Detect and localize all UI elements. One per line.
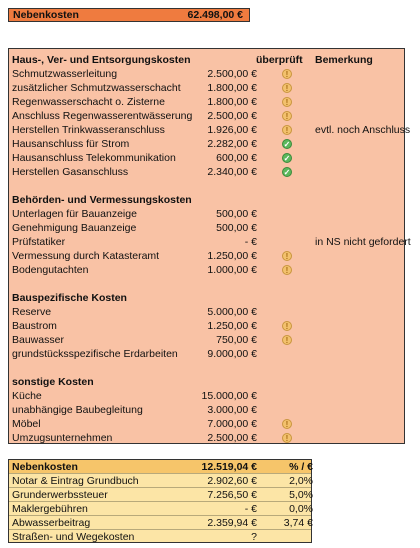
summary-amount: 7.256,50 € bbox=[207, 489, 257, 501]
warning-icon bbox=[282, 97, 292, 107]
column-header-checked: überprüft bbox=[256, 54, 303, 66]
cost-label: Schmutzwasserleitung bbox=[12, 68, 118, 80]
cost-label: Regenwasserschacht o. Zisterne bbox=[12, 96, 165, 108]
section-title: Haus-, Ver- und Entsorgungskosten bbox=[12, 54, 191, 66]
section-title: Behörden- und Vermessungskosten bbox=[12, 194, 192, 206]
section-title: sonstige Kosten bbox=[12, 376, 94, 388]
cost-amount: 5.000,00 € bbox=[207, 306, 257, 318]
cost-row bbox=[9, 319, 404, 333]
cost-row bbox=[9, 151, 404, 165]
cost-label: grundstücksspezifische Erdarbeiten bbox=[12, 348, 178, 360]
cost-amount: 9.000,00 € bbox=[207, 348, 257, 360]
cost-amount: 2.500,00 € bbox=[207, 432, 257, 444]
cost-remark: in NS nicht gefordert bbox=[315, 236, 411, 248]
summary-pct: 0,0% bbox=[289, 503, 313, 515]
cost-amount: 500,00 € bbox=[216, 222, 257, 234]
summary-panel bbox=[8, 459, 312, 543]
cost-remark: evtl. noch Anschluss bbox=[315, 124, 411, 136]
cost-label: Unterlagen für Bauanzeige bbox=[12, 208, 137, 220]
cost-label: Prüfstatiker bbox=[12, 236, 66, 248]
cost-row bbox=[9, 207, 404, 221]
cost-label: Anschluss Regenwasserentwässerung bbox=[12, 110, 193, 122]
warning-icon bbox=[282, 433, 292, 443]
cost-amount: 1.926,00 € bbox=[207, 124, 257, 136]
cost-row bbox=[9, 221, 404, 235]
summary-amount: - € bbox=[244, 503, 257, 515]
total-label: Nebenkosten bbox=[13, 9, 79, 21]
summary-row bbox=[9, 502, 311, 516]
cost-row bbox=[9, 137, 404, 151]
cost-row bbox=[9, 431, 404, 445]
warning-icon bbox=[282, 83, 292, 93]
cost-label: Hausanschluss Telekommunikation bbox=[12, 152, 176, 164]
summary-label: Nebenkosten bbox=[12, 461, 78, 473]
cost-amount: 7.000,00 € bbox=[207, 418, 257, 430]
cost-amount: 600,00 € bbox=[216, 152, 257, 164]
check-icon bbox=[282, 167, 292, 177]
cost-row bbox=[9, 235, 411, 249]
cost-row bbox=[9, 165, 404, 179]
summary-amount: 2.902,60 € bbox=[207, 475, 257, 487]
cost-row bbox=[9, 81, 404, 95]
cost-label: Vermessung durch Katasteramt bbox=[12, 250, 160, 262]
summary-pct: 3,74 € bbox=[283, 517, 313, 529]
cost-row bbox=[9, 389, 404, 403]
section-heading bbox=[9, 53, 404, 67]
cost-amount: 500,00 € bbox=[216, 208, 257, 220]
cost-row bbox=[9, 249, 404, 263]
total-header-bar bbox=[8, 8, 250, 22]
summary-amount: ? bbox=[251, 531, 257, 543]
cost-label: Bauwasser bbox=[12, 334, 64, 346]
warning-icon bbox=[282, 111, 292, 121]
warning-icon bbox=[282, 69, 292, 79]
cost-label: Baustrom bbox=[12, 320, 57, 332]
cost-amount: 1.250,00 € bbox=[207, 320, 257, 332]
cost-label: unabhängige Baubegleitung bbox=[12, 404, 143, 416]
section-title: Bauspezifische Kosten bbox=[12, 292, 127, 304]
summary-amount: 2.359,94 € bbox=[207, 517, 257, 529]
warning-icon bbox=[282, 251, 292, 261]
summary-label: Notar & Eintrag Grundbuch bbox=[12, 475, 139, 487]
cost-amount: 1.000,00 € bbox=[207, 264, 257, 276]
warning-icon bbox=[282, 265, 292, 275]
cost-row bbox=[9, 109, 404, 123]
cost-label: Umzugsunternehmen bbox=[12, 432, 113, 444]
cost-label: Genehmigung Bauanzeige bbox=[12, 222, 137, 234]
cost-label: Möbel bbox=[12, 418, 41, 430]
cost-breakdown-panel bbox=[8, 48, 411, 444]
summary-row bbox=[9, 488, 311, 502]
cost-row bbox=[9, 305, 404, 319]
section-heading bbox=[9, 291, 404, 305]
cost-row bbox=[9, 95, 404, 109]
summary-value: 12.519,04 € bbox=[201, 461, 257, 473]
cost-amount: 1.800,00 € bbox=[207, 96, 257, 108]
cost-row bbox=[9, 263, 404, 277]
check-icon bbox=[282, 139, 292, 149]
summary-label: Abwasserbeitrag bbox=[12, 517, 91, 529]
cost-amount: 2.282,00 € bbox=[207, 138, 257, 150]
cost-row bbox=[9, 67, 404, 81]
warning-icon bbox=[282, 125, 292, 135]
summary-pct: 2,0% bbox=[289, 475, 313, 487]
cost-label: Herstellen Trinkwasseranschluss bbox=[12, 124, 165, 136]
cost-amount: 750,00 € bbox=[216, 334, 257, 346]
cost-amount: 2.500,00 € bbox=[207, 110, 257, 122]
cost-label: Hausanschluss für Strom bbox=[12, 138, 130, 150]
summary-pct-header: % / € bbox=[289, 461, 313, 473]
cost-amount: - € bbox=[244, 236, 257, 248]
cost-amount: 15.000,00 € bbox=[201, 390, 257, 402]
summary-pct: 5,0% bbox=[289, 489, 313, 501]
column-header-remark: Bemerkung bbox=[315, 54, 373, 66]
warning-icon bbox=[282, 321, 292, 331]
warning-icon bbox=[282, 419, 292, 429]
section-heading bbox=[9, 375, 404, 389]
summary-row bbox=[9, 474, 311, 488]
cost-label: Küche bbox=[12, 390, 42, 402]
warning-icon bbox=[282, 335, 292, 345]
cost-amount: 1.250,00 € bbox=[207, 250, 257, 262]
cost-row bbox=[9, 123, 411, 137]
check-icon bbox=[282, 153, 292, 163]
summary-label: Straßen- und Wegekosten bbox=[12, 531, 135, 543]
cost-label: Herstellen Gasanschluss bbox=[12, 166, 129, 178]
cost-amount: 2.340,00 € bbox=[207, 166, 257, 178]
cost-amount: 1.800,00 € bbox=[207, 82, 257, 94]
summary-row bbox=[9, 530, 311, 544]
summary-header-row bbox=[9, 460, 311, 474]
summary-row bbox=[9, 516, 311, 530]
cost-amount: 2.500,00 € bbox=[207, 68, 257, 80]
cost-row bbox=[9, 333, 404, 347]
summary-label: Grunderwerbssteuer bbox=[12, 489, 108, 501]
cost-label: Bodengutachten bbox=[12, 264, 89, 276]
total-value: 62.498,00 € bbox=[187, 9, 243, 21]
cost-row bbox=[9, 347, 404, 361]
cost-amount: 3.000,00 € bbox=[207, 404, 257, 416]
cost-row bbox=[9, 403, 404, 417]
cost-label: Reserve bbox=[12, 306, 52, 318]
cost-label: zusätzlicher Schmutzwasserschacht bbox=[12, 82, 181, 94]
cost-row bbox=[9, 417, 404, 431]
section-heading bbox=[9, 193, 404, 207]
summary-label: Maklergebühren bbox=[12, 503, 88, 515]
